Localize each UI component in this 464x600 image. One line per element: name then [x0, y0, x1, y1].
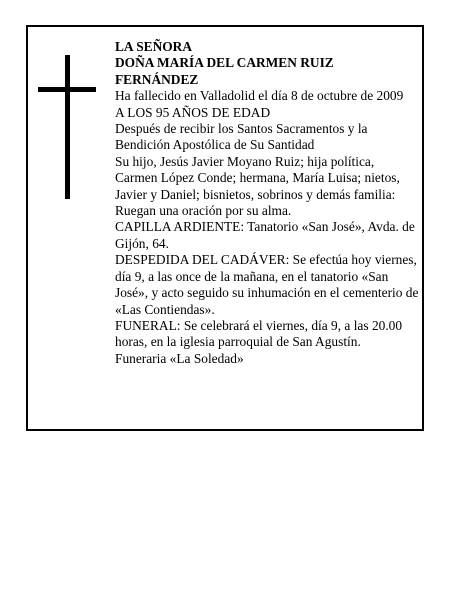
- cross-icon: [38, 55, 96, 199]
- cross-horizontal-bar: [38, 87, 96, 92]
- deceased-title-line-2: DOÑA MARÍA DEL CARMEN RUIZ: [115, 55, 334, 71]
- cross-vertical-bar: [65, 55, 70, 199]
- deceased-title-line-1: LA SEÑORA: [115, 39, 193, 54]
- deceased-title-line-3: FERNÁNDEZ: [115, 71, 199, 87]
- chapel-text: CAPILLA ARDIENTE: Tanatorio «San José», Avda. de Gijón, 64.: [115, 219, 415, 251]
- family-text: Su hijo, Jesús Javier Moyano Ruiz; hija política, Carmen López Conde; hermana, María Luisa; nietos, Javier y Daniel; bisnietos, sobrinos y demás familia:: [115, 153, 400, 202]
- prayer-text: Ruegan una oración por su alma.: [115, 203, 292, 219]
- funeral-text: FUNERAL: Se celebrará el viernes, día 9, a las 20.00 horas, en la iglesia parroquial de San Agustín.: [115, 317, 403, 350]
- death-notice: Ha fallecido en Valladolid el día 8 de octubre de 2009: [115, 88, 404, 104]
- obituary-text: [115, 39, 419, 367]
- age-notice: A LOS 95 AÑOS DE EDAD: [115, 104, 271, 120]
- obituary-notice: [26, 25, 424, 431]
- farewell-text: DESPEDIDA DEL CADÁVER: Se efectúa hoy viernes, día 9, a las once de la mañana, en el tanatorio «San José», y acto seguido su inhumación en el cementerio de «Las Contiendas».: [115, 252, 419, 317]
- sacraments-text: Después de recibir los Santos Sacramentos y la Bendición Apostólica de Su Santidad: [115, 121, 368, 153]
- funeral-home-text: Funeraria «La Soledad»: [115, 350, 244, 366]
